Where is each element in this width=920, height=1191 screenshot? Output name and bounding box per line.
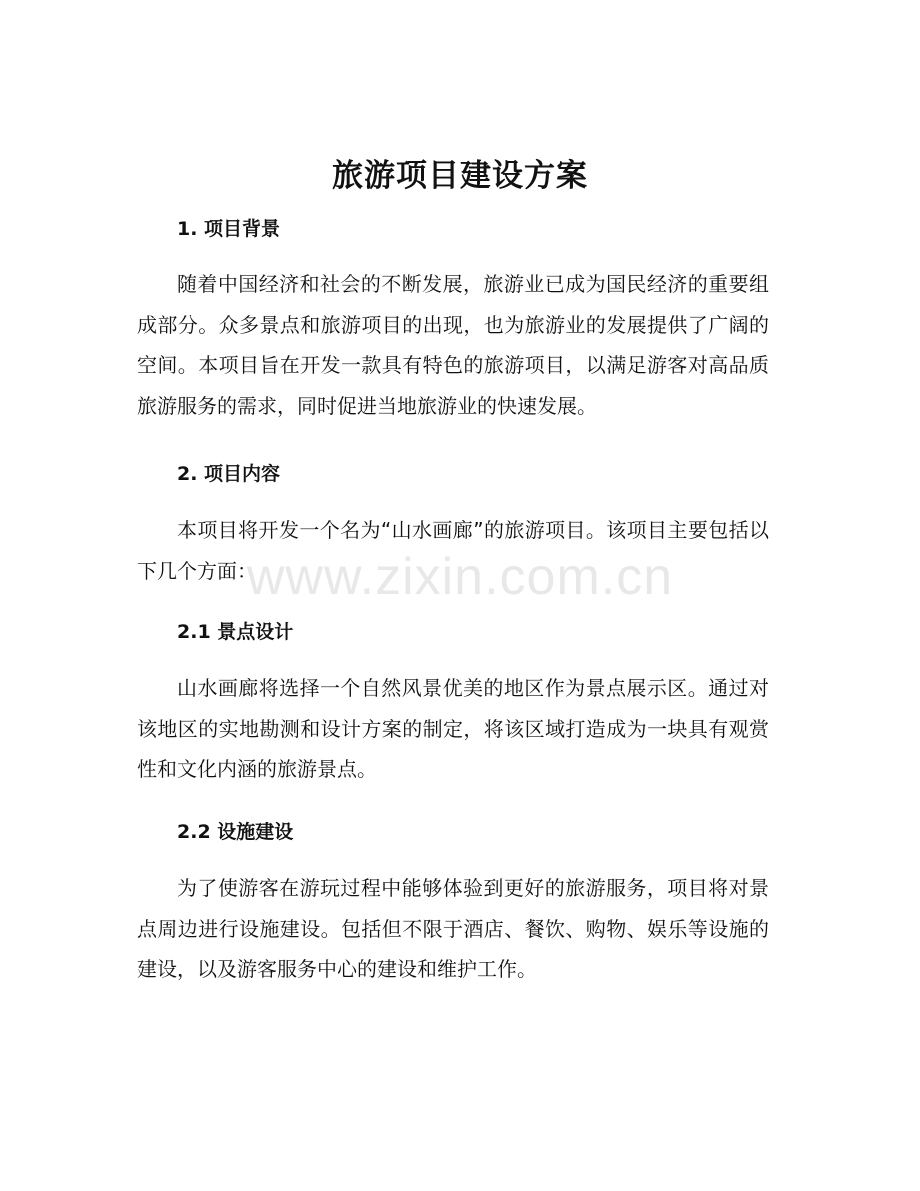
section-paragraph-content: 本项目将开发一个名为“山水画廊”的旅游项目。该项目主要包括以下几个方面： [137,518,769,583]
section-heading-scenic-design: 2.1 景点设计 [177,621,294,643]
section-paragraph-scenic-design: 山水画廊将选择一个自然风景优美的地区作为景点展示区。通过对该地区的实地勘测和设计方案的制定，将该区域打造成为一块具有观赏性和文化内涵的旅游景点。 [137,676,769,781]
section-heading-facilities: 2.2 设施建设 [177,821,294,843]
section-heading-background: 1. 项目背景 [177,218,281,240]
section-paragraph-facilities: 为了使游客在游玩过程中能够体验到更好的旅游服务，项目将对景点周边进行设施建设。包括但不限于酒店、餐饮、购物、娱乐等设施的建设，以及游客服务中心的建设和维护工作。 [137,876,769,981]
watermark: www.zixin.com.cn [246,548,674,606]
section-paragraph-background: 随着中国经济和社会的不断发展，旅游业已成为国民经济的重要组成部分。众多景点和旅游项目的出现，也为旅游业的发展提供了广阔的空间。本项目旨在开发一款具有特色的旅游项目，以满足游客对高品质旅游服务的需求，同时促进当地旅游业的快速发展。 [137,272,769,418]
section-heading-content: 2. 项目内容 [177,463,281,485]
document-title: 旅游项目建设方案 [332,158,588,194]
